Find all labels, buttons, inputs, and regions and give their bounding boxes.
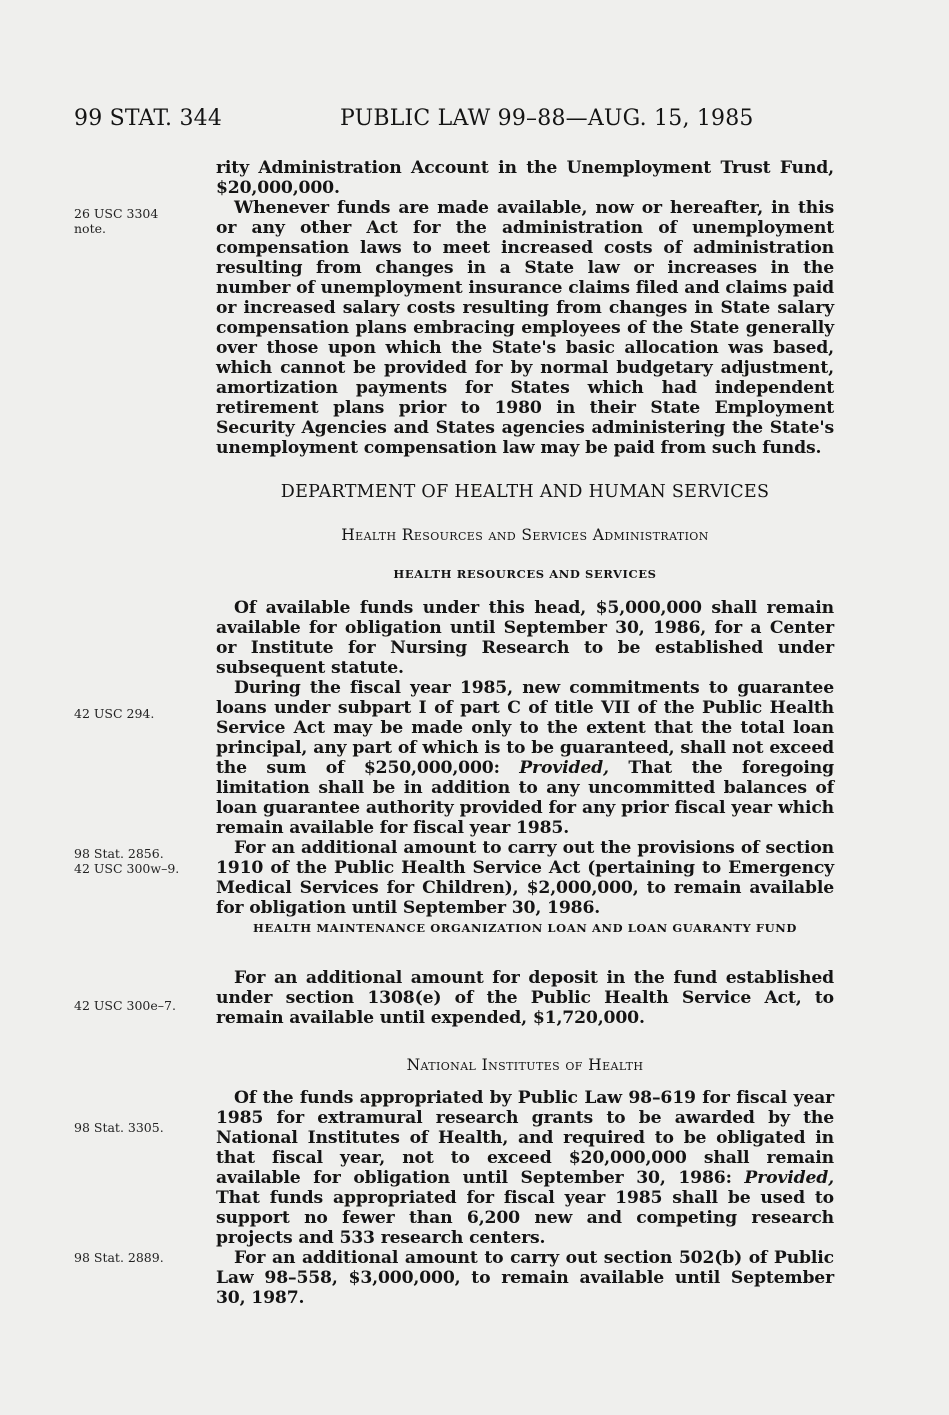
appropriation-heading-hrs: HEALTH RESOURCES AND SERVICES <box>393 567 657 581</box>
margin-note-usc-294: 42 USC 294. <box>74 706 155 721</box>
paragraph-text: That the foregoing limitation shall be in addition to any uncommitted balances of loan guarantee authority provided for any prior fiscal year which remain available for fiscal year 1985. <box>216 758 834 838</box>
paragraph-nih-grants <box>216 1088 834 1248</box>
margin-note-stat-2889: 98 Stat. 2889. <box>74 1250 164 1265</box>
agency-heading-hrsa: Health Resources and Services Administration <box>341 526 709 544</box>
margin-note-line: 42 USC 300w–9. <box>74 861 180 876</box>
margin-note-line: note. <box>74 221 106 236</box>
text-block-unemployment <box>216 158 834 458</box>
margin-note-stat-3305: 98 Stat. 3305. <box>74 1120 164 1135</box>
paragraph-hmo-fund: For an additional amount for deposit in the fund established under section 1308(e) of the Public Health Service Act, to remain available until expended, $1,720,000. <box>216 968 834 1028</box>
paragraph-loan-guarantees <box>216 678 834 838</box>
text-block-hrs <box>216 598 834 918</box>
margin-note-usc-3304 <box>74 206 209 236</box>
paragraph-text: That funds appropriated for fiscal year 1985 shall be used to support no fewer than 6,200 new and competing research projects and 533 research centers. <box>216 1188 834 1248</box>
paragraph-unemployment-funds: Whenever funds are made available, now or hereafter, in this or any other Act for the administration of unemployment compensation laws to meet increased costs of administration resulting from changes in a State law or increases in the number of unemployment insurance claims filed and claims paid or increased salary costs resulting from changes in State salary compensation plans embracing employees of the State generally over those upon which the State's basic allocation was based, which cannot be provided for by normal budgetary adjustment, amortization payments for States which had independent retirement plans prior to 1980 in their State Employment Security Agencies and States agencies administering the State's unemployment compensation law may be paid from such funds. <box>216 198 834 458</box>
page-title: PUBLIC LAW 99–88—AUG. 15, 1985 <box>340 106 754 131</box>
margin-note-line: 26 USC 3304 <box>74 206 159 221</box>
paragraph-section-502b: For an additional amount to carry out section 502(b) of Public Law 98–558, $3,000,000, to remain available until September 30, 1987. <box>216 1248 834 1308</box>
stat-page-number: 99 STAT. 344 <box>74 106 223 131</box>
paragraph-continuation: rity Administration Account in the Unemployment Trust Fund, $20,000,000. <box>216 158 834 198</box>
text-block-hmo <box>216 968 834 1028</box>
paragraph-text: During the fiscal year 1985, new commitments to guarantee loans under subpart I of part C of title VII of the Public Health Service Act may be made only to the extent that the total loan principal, any part of which is to be guaranteed, shall not exceed the sum of $250,000,000: <box>216 678 834 778</box>
text-block-nih <box>216 1088 834 1308</box>
appropriation-heading-hmo: HEALTH MAINTENANCE ORGANIZATION LOAN AND LOAN GUARANTY FUND <box>253 921 797 935</box>
paragraph-text: Of the funds appropriated by Public Law 98–619 for fiscal year 1985 for extramural research grants to be awarded by the National Institutes of Health, and required to be obligated in that fiscal year, not to exceed $20,000,000 shall remain available for obligation until September 30, 1986: <box>216 1088 834 1188</box>
margin-note-usc-300e-7: 42 USC 300e–7. <box>74 998 176 1013</box>
paragraph-emergency-medical: For an additional amount to carry out the provisions of section 1910 of the Public Health Service Act (pertaining to Emergency Medical Services for Children), $2,000,000, to remain available for obligation until September 30, 1986. <box>216 838 834 918</box>
agency-heading-nih: National Institutes of Health <box>406 1056 644 1074</box>
margin-note-line: 98 Stat. 2856. <box>74 846 164 861</box>
paragraph-nursing-research: Of available funds under this head, $5,000,000 shall remain available for obligation until September 30, 1986, for a Center or Institute for Nursing Research to be established under subsequent statute. <box>216 598 834 678</box>
provided-clause: Provided, <box>519 758 609 778</box>
margin-note-stat-2856 <box>74 846 209 876</box>
department-heading: DEPARTMENT OF HEALTH AND HUMAN SERVICES <box>280 482 770 502</box>
provided-clause: Provided, <box>744 1168 834 1188</box>
